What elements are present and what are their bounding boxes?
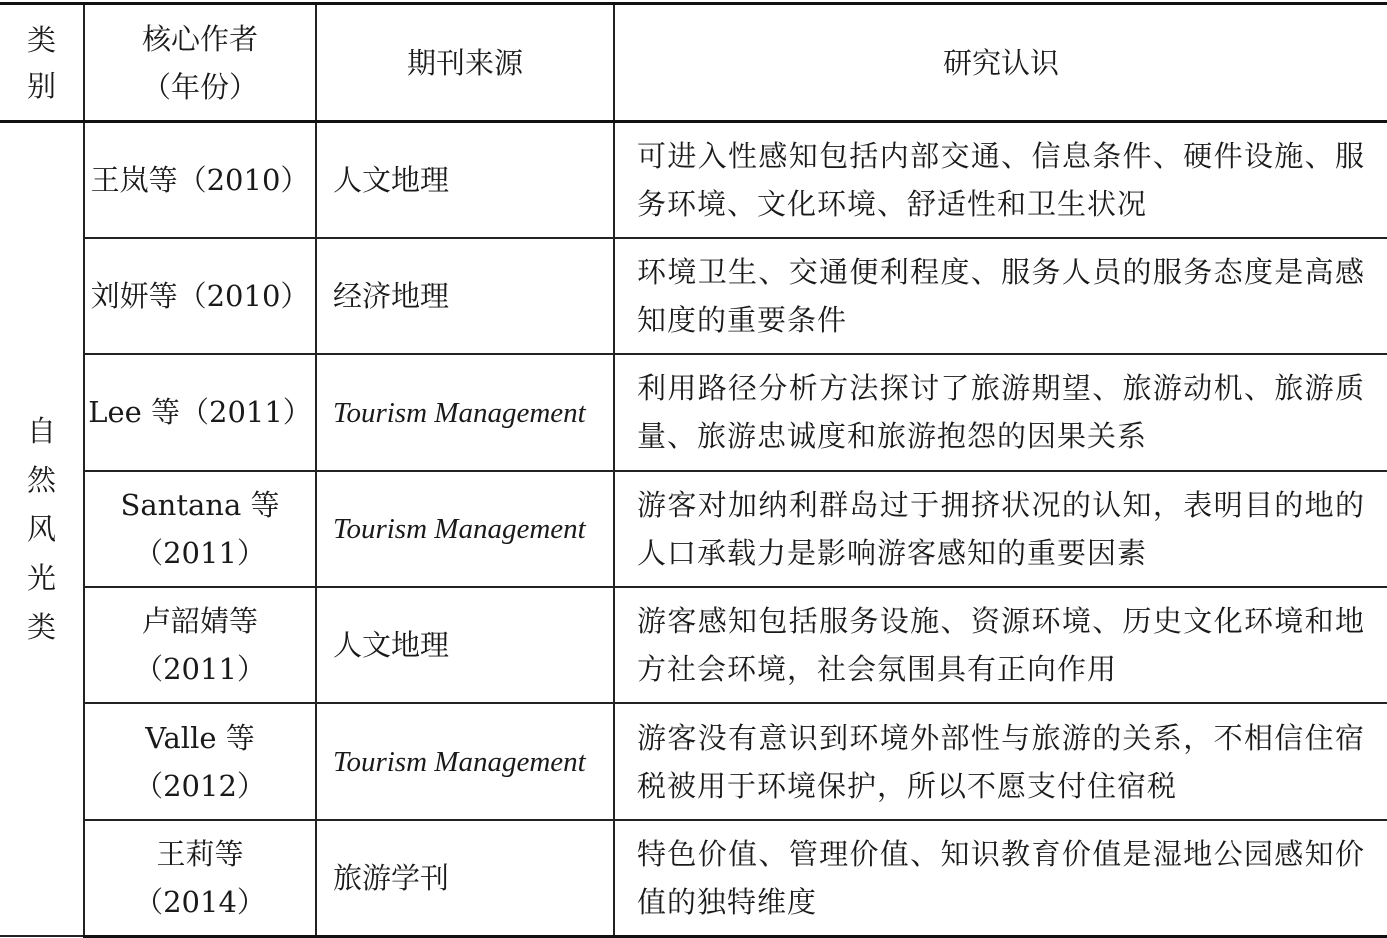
journal-name: 人文地理 xyxy=(333,162,450,197)
author-cell xyxy=(84,471,316,587)
journal-name: Tourism Management xyxy=(333,396,586,429)
category-char: 风 xyxy=(26,511,56,546)
journal-name: 经济地理 xyxy=(333,279,450,314)
header-author-line2: （年份） xyxy=(141,69,258,104)
journal-cell xyxy=(316,820,614,936)
author-cell xyxy=(84,587,316,703)
table-row xyxy=(0,703,1387,819)
author-cell xyxy=(84,703,316,819)
author-cell xyxy=(84,122,316,238)
author-year: （2011） xyxy=(134,652,266,687)
author-name: 卢韶婧等 xyxy=(141,604,258,639)
category-char: 自 xyxy=(26,413,56,448)
author-name: 王岚等（2010） xyxy=(90,162,310,197)
table-row xyxy=(0,238,1387,354)
table-row xyxy=(0,122,1387,238)
journal-name: 人文地理 xyxy=(333,628,450,663)
table-header-row xyxy=(0,4,1387,122)
finding-cell: 游客对加纳利群岛过于拥挤状况的认知，表明目的地的人口承载力是影响游客感知的重要因素 xyxy=(614,471,1387,587)
literature-table xyxy=(0,2,1387,938)
category-cell xyxy=(0,122,84,937)
header-author xyxy=(84,4,316,122)
header-category-line: 类 xyxy=(26,22,56,57)
finding-cell: 游客没有意识到环境外部性与旅游的关系，不相信住宿税被用于环境保护，所以不愿支付住宿税 xyxy=(614,703,1387,819)
journal-cell xyxy=(316,238,614,354)
finding-cell: 环境卫生、交通便利程度、服务人员的服务态度是高感知度的重要条件 xyxy=(614,238,1387,354)
category-char: 然 xyxy=(26,462,56,497)
journal-cell xyxy=(316,703,614,819)
header-journal: 期刊来源 xyxy=(316,4,614,122)
header-category xyxy=(0,4,84,122)
author-name: Lee 等（2011） xyxy=(88,395,312,430)
journal-name: 旅游学刊 xyxy=(333,860,450,895)
journal-cell xyxy=(316,587,614,703)
author-cell xyxy=(84,820,316,936)
category-char: 类 xyxy=(26,609,56,644)
table-row xyxy=(0,354,1387,470)
author-name: Santana 等 xyxy=(120,487,280,522)
table-row xyxy=(0,471,1387,587)
author-cell xyxy=(84,354,316,470)
category-char: 光 xyxy=(26,560,56,595)
finding-cell: 特色价值、管理价值、知识教育价值是湿地公园感知价值的独特维度 xyxy=(614,820,1387,936)
journal-cell xyxy=(316,122,614,238)
author-year: （2012） xyxy=(134,768,266,803)
author-year: （2014） xyxy=(134,884,266,919)
table-row xyxy=(0,587,1387,703)
journal-cell xyxy=(316,354,614,470)
table-body xyxy=(0,4,1387,937)
author-cell xyxy=(84,238,316,354)
journal-name: Tourism Management xyxy=(333,746,586,779)
journal-cell xyxy=(316,471,614,587)
finding-cell: 可进入性感知包括内部交通、信息条件、硬件设施、服务环境、文化环境、舒适性和卫生状况 xyxy=(614,122,1387,238)
author-name: 王莉等 xyxy=(156,836,244,871)
author-year: （2011） xyxy=(134,535,266,570)
author-name: Valle 等 xyxy=(145,720,255,755)
table-row xyxy=(0,820,1387,936)
finding-cell: 利用路径分析方法探讨了旅游期望、旅游动机、旅游质量、旅游忠诚度和旅游抱怨的因果关系 xyxy=(614,354,1387,470)
journal-name: Tourism Management xyxy=(333,513,586,546)
header-category-line: 别 xyxy=(26,68,56,103)
finding-cell: 游客感知包括服务设施、资源环境、历史文化环境和地方社会环境，社会氛围具有正向作用 xyxy=(614,587,1387,703)
header-author-line1: 核心作者 xyxy=(141,21,258,56)
header-finding: 研究认识 xyxy=(614,4,1387,122)
author-name: 刘妍等（2010） xyxy=(90,279,310,314)
